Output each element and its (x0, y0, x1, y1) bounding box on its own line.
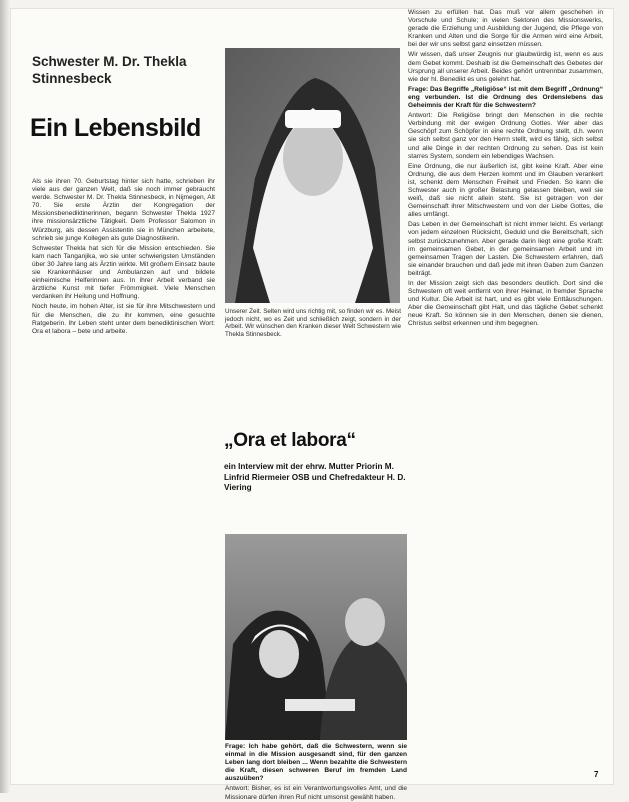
interview-continuation-column (408, 9, 603, 781)
answer-paragraph: Antwort: Die Religiöse bringt den Menschen in die rechte Verbindung mit der ewigen Ordnung Gottes. Wer aber das Geschöpf zum Schöpfer in eine rechte Ordnung stellt, d.h. wenn sie sich selbst ganz vor den Herrn stellt, wird es fähig, sich selbst und alle Dinge in der rechten Ordnung zu sehen. Das ist kein starres System, sondern ein lebendiges Wachsen. (408, 112, 603, 160)
intro-paragraph: Als sie ihren 70. Geburtstag hinter sich hatte, schrieben ihr viele aus der ganzen Welt, daß sie noch immer gebraucht werde. Schwester M. Dr. Thekla Stinnesbeck, in Nijmegen, Alt 70. Sie erste Ärztin der Kongregation der Missionsbenediktinerinnen, begann Schwester Thekla 1927 ihre missionsärztliche Tätigkeit. Dem Professor Salomon in Würzburg, als dessen Assistentin sie in München arbeitete, schrieb sie junge Kollegen als gute Diagnostikerin. (32, 178, 215, 242)
answer-paragraph: In der Mission zeigt sich das besonders deutlich. Dort sind die Schwestern oft weit entfernt von ihrer Heimat, in fremder Sprache und Kultur. Die Arbeit ist hart, und es gibt viele Enttäuschungen. Aber die Gemeinschaft gibt Halt, und das tägliche Gebet schenkt neue Kraft. So können sie in den Menschen, denen sie dienen, Christus selbst erkennen und ihm begegnen. (408, 280, 603, 328)
question-paragraph: Frage: Ich habe gehört, daß die Schwestern, wenn sie einmal in die Mission ausgesandt sind, für den ganzen Leben lang dort bleiben ... Wenn bezahlte die Schwestern die Kraft, diesen schweren Beruf im fremden Land auszuüben? (225, 743, 407, 783)
article-kicker: Schwester M. Dr. Thekla Stinnesbeck (32, 54, 187, 86)
answer-paragraph: Das Leben in der Gemeinschaft ist nicht immer leicht. Es verlangt von jedem einzelnen Rücksicht, Geduld und die Bereitschaft, sich selbst zurückzunehmen. Aber gerade darin liegt eine große Kraft: im gemeinsamen Gebet, in der gemeinsamen Arbeit und im gemeinsamen Tragen der Lasten. Die Schwestern erfahren, daß sie einander brauchen und daß jede mit ihren Gaben zum Ganzen beiträgt. (408, 221, 603, 277)
caption-text: Unserer Zeit. Selten wird uns richtig mit, so finden wir es. Meist jedoch nicht, wo es Zeit und schließlich zeigt, sondern in der Arbeit. Wir wünschen den Kranken dieser Welt Schwestern wie Thekla Stinnesbeck. (225, 308, 401, 339)
photo-caption (225, 308, 401, 341)
magazine-page (10, 8, 614, 801)
article-intro-column (32, 178, 215, 778)
answer-paragraph: Antwort: Bisher, es ist ein Verantwortungsvolles Amt, und die Missionare dürfen ihren Ruf nicht umsonst gewählt haben. (225, 785, 407, 801)
interview-title: „Ora et labora“ (224, 430, 356, 451)
page-number: 7 (594, 770, 599, 779)
question-paragraph: Frage: Das Begriffe „Religiöse“ ist mit dem Begriff „Ordnung“ eng verbunden. Ist die Ordnung des Ordenslebens das Geheimnis der Kraft für die Schwestern? (408, 85, 603, 110)
interview-photo (225, 534, 407, 740)
answer-paragraph: Eine Ordnung, die nur äußerlich ist, gibt keine Kraft. Aber eine Ordnung, die aus dem Herzen kommt und im Glauben verankert ist, schenkt dem Menschen Freiheit und Frieden. So kann die Schwester auch in großer Belastung gelassen bleiben, weil sie weiß, daß sie nicht allein steht. Sie ist getragen von der Gemeinschaft ihrer Mitschwestern und von der Liebe Gottes, die alles umfängt. (408, 162, 603, 219)
portrait-photo (225, 48, 400, 303)
intro-paragraph: Schwester Thekla hat sich für die Mission entschieden. Sie kam nach Tanganjika, wo sie unter schwierigsten Umständen über 30 Jahre lang als Ärztin wirkte. Mit großem Einsatz baute sie Krankenhäuser und Ambulanzen auf und bildete einheimische Helferinnen aus. In ihrer Arbeit verband sie ärztliche Kunst mit tiefer Frömmigkeit. Viele Menschen verdanken ihr Heilung und Hoffnung. (32, 244, 215, 301)
intro-paragraph: Noch heute, im hohen Alter, ist sie für ihre Mitschwestern und für die Menschen, die zu ihr kommen, eine gesuchte Ratgeberin. Ihr Leben steht unter dem benediktinischen Wort: Ora et labora – bete und arbeite. (32, 303, 215, 335)
article-title: Ein Lebensbild (30, 114, 201, 142)
page-edge (0, 0, 10, 793)
answer-paragraph: Wissen zu erfüllen hat. Das muß vor allem geschehen in Vorschule und Schule; in vielen Sektoren des Missionswerks, gerade die Erziehung und Ausbildung der Jugend, die Pflege von Kranken und Alten und die Sorge für die Armen wird eine Arbeit, bei der wir uns selbst ganz einsetzen müssen. (408, 9, 603, 49)
interview-subtitle: ein Interview mit der ehrw. Mutter Priorin M. Linfrid Riermeier OSB und Chefredakteur H. D. Viering (224, 462, 406, 493)
interview-start-column (225, 743, 407, 801)
answer-paragraph: Wir wissen, daß unser Zeugnis nur glaubwürdig ist, wenn es aus dem Gebet kommt. Deshalb ist die Gemeinschaft des Gebetes der Ursprung all unserer Arbeit. Beides gehört untrennbar zusammen, wie der hl. Benedikt es uns gelehrt hat. (408, 51, 603, 83)
